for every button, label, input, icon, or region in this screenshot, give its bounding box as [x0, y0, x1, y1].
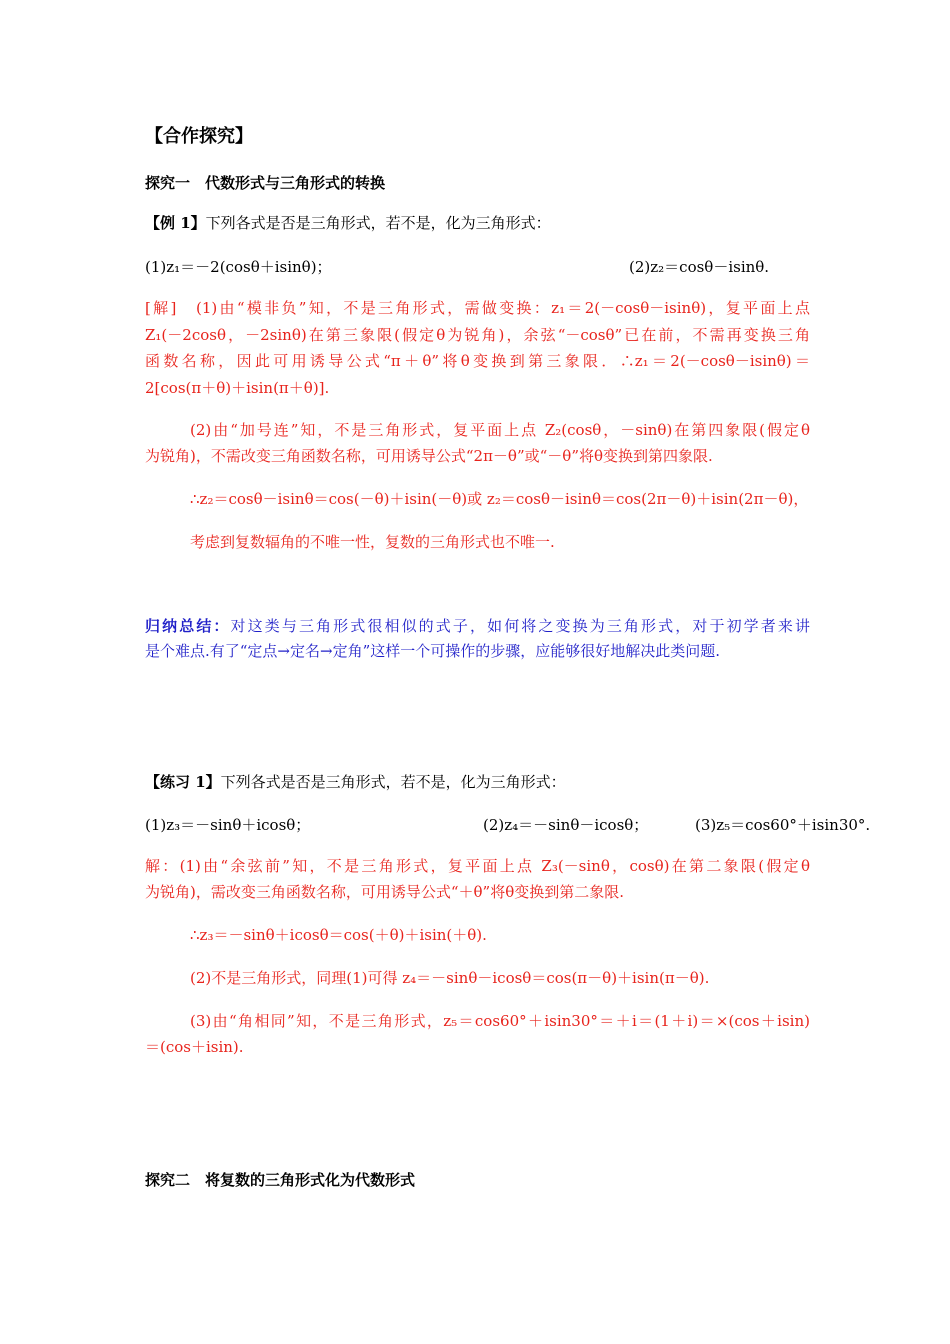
example1-solution-line: [解] (1)由“模非负”知，不是三角形式，需做变换：z₁＝2(－cosθ－isinθ)，复平面上点 — [145, 299, 810, 317]
example1-solution-line: Z₁(－2cosθ，－2sinθ)在第三象限(假定θ为锐角)，余弦“－cosθ”已在前，不需再变换三角 — [145, 326, 810, 344]
example1-formula: ∴z₂＝cosθ－isinθ＝cos(－θ)＋isin(－θ)或 z₂＝cosθ－isinθ＝cos(2π－θ)＋isin(2π－θ)， — [190, 490, 809, 508]
summary-tag: 归纳总结： — [145, 617, 231, 635]
practice1-item-2: (2)z₄＝－sinθ－icosθ； — [483, 816, 649, 834]
practice1-part3-line: (3)由“角相同”知，不是三角形式，z₅＝cos60°＋isin30°＝＋i＝(1＋i)＝×(cos＋isin) — [190, 1012, 810, 1030]
practice1-solution-line: 解：(1)由“余弦前”知，不是三角形式，复平面上点 Z₃(－sinθ，cosθ)在第二象限(假定θ — [145, 857, 810, 875]
explore1-title: 探究一 代数形式与三角形式的转换 — [145, 174, 386, 192]
practice1-part2: (2)不是三角形式，同理(1)可得 z₄＝－sinθ－icosθ＝cos(π－θ)＋isin(π－θ). — [190, 969, 710, 987]
example1-item-1: (1)z₁＝－2(cosθ＋isinθ)； — [145, 258, 332, 276]
practice1-formula1: ∴z₃＝－sinθ＋icosθ＝cos(＋θ)＋isin(＋θ). — [190, 926, 487, 944]
example1-prompt: 下列各式是否是三角形式，若不是，化为三角形式： — [205, 214, 551, 232]
summary-text: 对这类与三角形式很相似的式子，如何将之变换为三角形式，对于初学者来讲 — [230, 617, 810, 635]
example1-tag: 【例 1】 — [145, 214, 206, 232]
summary-line — [145, 616, 810, 636]
section-title: 【合作探究】 — [145, 126, 253, 147]
practice1-tag: 【练习 1】 — [145, 773, 221, 791]
example1-items — [145, 257, 810, 277]
example1-solution-line: 2[cos(π＋θ)＋isin(π＋θ)]. — [145, 379, 330, 397]
practice1-part3-line: ＝(cos＋isin). — [145, 1038, 244, 1056]
practice1-heading — [145, 772, 810, 792]
example1-part2-line: 为锐角)，不需改变三角函数名称，可用诱导公式“2π－θ”或“－θ”将θ变换到第四象限. — [145, 447, 713, 465]
example1-heading — [145, 213, 810, 233]
explore2-title: 探究二 将复数的三角形式化为代数形式 — [145, 1171, 416, 1189]
practice1-solution-line: 为锐角)，需改变三角函数名称，可用诱导公式“＋θ”将θ变换到第二象限. — [145, 883, 625, 901]
practice1-item-3: (3)z₅＝cos60°＋isin30°. — [695, 816, 871, 834]
practice1-item-1: (1)z₃＝－sinθ＋icosθ； — [145, 816, 311, 834]
summary-line: 是个难点.有了“定点→定名→定角”这样一个可操作的步骤，应能够很好地解决此类问题. — [145, 642, 721, 660]
example1-part2-line: (2)由“加号连”知，不是三角形式，复平面上点 Z₂(cosθ，－sinθ)在第四象限(假定θ — [190, 421, 810, 439]
example1-item-2: (2)z₂＝cosθ－isinθ. — [629, 258, 770, 276]
practice1-prompt: 下列各式是否是三角形式，若不是，化为三角形式： — [220, 773, 566, 791]
example1-solution-line: 函数名称，因此可用诱导公式“π＋θ”将θ变换到第三象限．∴z₁＝2(－cosθ－isinθ)＝ — [145, 352, 810, 370]
example1-note: 考虑到复数辐角的不唯一性，复数的三角形式也不唯一. — [190, 533, 555, 551]
practice1-items — [145, 815, 871, 835]
